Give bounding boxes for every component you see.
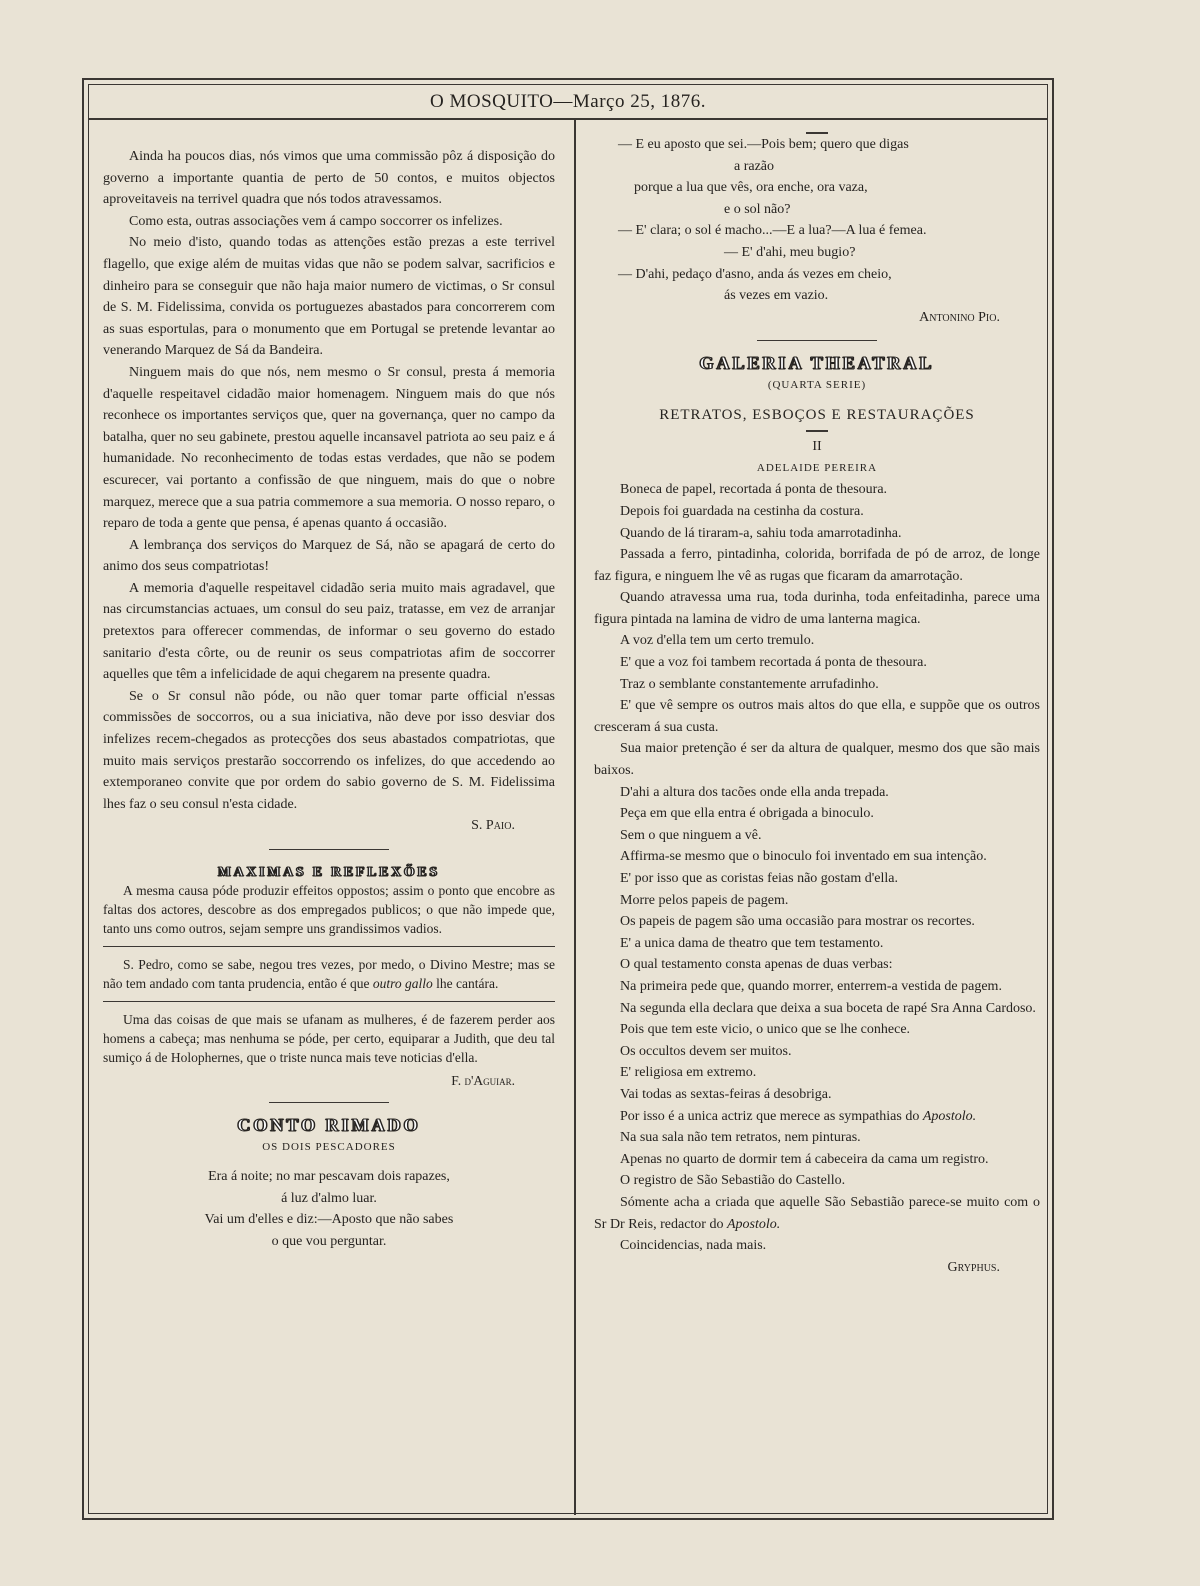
left-column xyxy=(103,146,555,1253)
paragraph: A voz d'ella tem um certo tremulo. xyxy=(620,633,815,649)
verse-line: — E eu aposto que sei.—Pois bem; quero que digas xyxy=(618,137,909,152)
paragraph: E' a unica dama de theatro que tem testamento. xyxy=(620,935,884,951)
paragraph: O qual testamento consta apenas de duas verbas: xyxy=(620,957,893,973)
paragraph: E' religiosa em extremo. xyxy=(620,1065,757,1081)
verse-line: ás vezes em vazio. xyxy=(724,288,829,304)
paragraph: Passada a ferro, pintadinha, colorida, borrifada de pó de arroz, de longe faz figura, e ninguem lhe vê as rugas que ficaram da amarrotação. xyxy=(594,547,1040,584)
emphasis: outro gallo xyxy=(372,976,433,991)
paragraph: E' que vê sempre os outros mais altos do que ella, e suppõe que os outros cresceram á sua custa. xyxy=(594,698,1040,735)
verse-line: Era á noite; no mar pescavam dois rapazes, xyxy=(208,1169,450,1185)
paragraph: Boneca de papel, recortada á ponta de thesoura. xyxy=(620,482,888,498)
paragraph: A lembrança dos serviços do Marquez de Sá, não se apagará de certo do animo dos seus compatriotas! xyxy=(103,537,555,575)
column-separator xyxy=(574,120,576,1515)
section-numeral: II xyxy=(812,439,822,455)
paragraph: O registro de São Sebastião do Castello. xyxy=(620,1173,846,1189)
right-column xyxy=(594,137,1040,1278)
paragraph: Vai todas as sextas-feiras á desobriga. xyxy=(620,1086,832,1102)
paragraph: Pois que tem este vicio, o unico que se lhe conhece. xyxy=(620,1022,911,1038)
paragraph: Sem o que ninguem a vê. xyxy=(620,827,762,843)
article-consul xyxy=(103,146,555,837)
section-subtitle: RETRATOS, ESBOÇOS E RESTAURAÇÕES xyxy=(659,406,975,423)
section-galeria xyxy=(594,353,1040,1278)
signature: Antonino Pio. xyxy=(919,309,1000,325)
paragraph xyxy=(594,1106,1040,1128)
text: lhe cantára. xyxy=(432,976,499,991)
paragraph: E' por isso que as coristas feias não gostam d'ella. xyxy=(620,871,898,886)
paragraph: Quando de lá tiraram-a, sahiu toda amarrotadinha. xyxy=(620,525,902,541)
verse-line: — D'ahi, pedaço d'asno, anda ás vezes em cheio, xyxy=(618,266,892,282)
paragraph: Apenas no quarto de dormir tem á cabeceira da cama um registro. xyxy=(620,1151,989,1167)
signature: F. d'Aguiar. xyxy=(451,1073,515,1088)
signature: Gryphus. xyxy=(947,1259,1000,1275)
verse-line: á luz d'almo luar. xyxy=(281,1190,377,1206)
emphasis: Apostolo. xyxy=(726,1216,781,1232)
section-title: GALERIA THEATRAL xyxy=(699,353,935,374)
paragraph: Uma das coisas de que mais se ufanam as mulheres, é de fazerem perder aos homens a cabeça; mas nenhuma se póde, per certo, equiparar a Judith, que deu tal sumiço á de Holophernes, que o triste nunca mais teve noticias d'ella. xyxy=(103,1012,555,1065)
section-title: CONTO RIMADO xyxy=(237,1115,421,1135)
paragraph: Na segunda ella declara que deixa a sua boceta de rapé Sra Anna Cardoso. xyxy=(620,1000,1036,1016)
paragraph: A mesma causa póde produzir effeitos oppostos; assim o ponto que encobre as faltas dos actores, descobre as dos empregados publicos; o que não impede que, tanto uns como outros, sejam sempre uns grandissimos vadios. xyxy=(103,883,555,936)
section-rule xyxy=(269,849,389,850)
verse-line: Vai um d'elles e diz:—Aposto que não sabes xyxy=(204,1212,454,1228)
paragraph xyxy=(103,955,555,993)
paragraph: D'ahi a altura dos tacões onde ella anda trepada. xyxy=(620,784,889,800)
paragraph: Morre pelos papeis de pagem. xyxy=(620,892,789,908)
verse-line: — E' d'ahi, meu bugio? xyxy=(724,244,856,260)
paragraph: Se o Sr consul não póde, ou não quer tomar parte official n'essas commissões de soccorros, ou a sua iniciativa, não deve por isso desviar dos infelizes recem-chegados as protecções dos seus abastados compatriotas, que muito mais serviços prestarão soccorrendo os infelizes, do que accedendo ao extemporaneo convite que por ordem do sabio governo de S. M. Fidelissima lhes faz o seu consul n'esta cidade. xyxy=(103,688,555,812)
paragraph: No meio d'isto, quando todas as attenções estão prezas a este terrivel flagello, que exige além de muitas vidas que não se podem salvar, sacrificios e dinheiro para se conseguir que não haja maior numero de victimas, o Sr consul de S. M. Fidelissima, convida os portuguezes abastados para concorrerem com as suas esportulas, para o monumento que em Portugal se pretende levantar ao venerando Marquez de Sá da Bandeira. xyxy=(103,235,555,359)
section-rule xyxy=(269,1102,389,1103)
paragraph: A memoria d'aquelle respeitavel cidadão seria muito mais agradavel, que nas circumstancias actuaes, um consul do seu paiz, tratasse, em vez de arranjar pretextos para offerecer commendas, de informar o seu governo do estado sanitario d'esta côrte, ou de reunir os seus compatriotas afim de soccorrer aquelles que têm a infelicidade de aqui chegarem na presente quadra. xyxy=(103,580,555,683)
paragraph: Traz o semblante constantemente arrufadinho. xyxy=(620,676,879,692)
text: S. Pedro, como se sabe, negou tres vezes, por medo, o Divino Mestre; mas se não tem andado com tanta prudencia, então é que xyxy=(103,957,555,991)
paragraph: Peça em que ella entra é obrigada a binoculo. xyxy=(620,806,874,822)
paragraph: Os occultos devem ser muitos. xyxy=(620,1043,792,1059)
text: Sómente acha a criada que aquelle São Sebastião parece-se muito com o Sr Dr Reis, redactor do xyxy=(594,1194,1040,1232)
verse-line: e o sol não? xyxy=(724,201,791,217)
paragraph: Na sua sala não tem retratos, nem pinturas. xyxy=(620,1130,861,1146)
paragraph: Depois foi guardada na cestinha da costura. xyxy=(620,503,864,519)
paragraph: Os papeis de pagem são uma occasião para mostrar os recortes. xyxy=(620,914,975,930)
emphasis: Apostolo. xyxy=(922,1108,977,1124)
verse-line: porque a lua que vês, ora enche, ora vaza, xyxy=(634,180,868,196)
paragraph: Coincidencias, nada mais. xyxy=(620,1238,767,1254)
section-conto xyxy=(103,1115,555,1253)
divider xyxy=(806,430,828,432)
verse-line: o que vou perguntar. xyxy=(271,1233,387,1249)
paragraph: Quando atravessa uma rua, toda durinha, toda enfeitadinha, parece uma figura pintada na lamina de vidro de uma lanterna magica. xyxy=(594,590,1040,627)
masthead-rule xyxy=(88,118,1048,120)
divider xyxy=(103,946,555,947)
paragraph: Ninguem mais do que nós, nem mesmo o Sr consul, presta á memoria d'aquelle respeitavel cidadão maior homenagem. Ninguem mais do que nós reconhece os importantes serviços que, quer na governança, quer no campo da batalha, quer no seu gabinete, prestou aquelle incansavel patriota ao seu paiz e á humanidade. No reconhecimento de todas estas verdades, que não se podem escurecer, vai portanto a confissão de que ninguem, mais do que o nobre marquez, merece que a sua patria commemore a sua memoria. O nosso reparo, o reparo de toda a gente que pensa, é apenas quanto á occasião. xyxy=(103,364,555,532)
paragraph: Na primeira pede que, quando morrer, enterrem-a vestida de pagem. xyxy=(620,978,1002,994)
section-maximas xyxy=(103,862,555,1090)
divider xyxy=(103,1001,555,1002)
series-label: (QUARTA SERIE) xyxy=(767,378,867,391)
paragraph: Como esta, outras associações vem á campo soccorrer os infelizes. xyxy=(129,213,503,229)
paragraph: Ainda ha poucos dias, nós vimos que uma commissão pôz á disposição do governo a importante quantia de perto de 50 contos, e muitos objectos aproveitaveis na terrivel quadra que nós todos atravessamos. xyxy=(103,149,555,208)
subject-name: ADELAIDE PEREIRA xyxy=(756,461,878,474)
paragraph xyxy=(594,1192,1040,1235)
paragraph: Sua maior pretenção é ser da altura de qualquer, mesmo dos que são mais baixos. xyxy=(594,741,1040,779)
section-rule xyxy=(757,340,877,341)
masthead: O MOSQUITO—Março 25, 1876. xyxy=(430,91,706,112)
section-title: MAXIMAS E REFLEXÕES xyxy=(217,864,441,879)
paragraph: Affirma-se mesmo que o binoculo foi inventado em sua intenção. xyxy=(620,849,987,865)
section-subtitle: OS DOIS PESCADORES xyxy=(262,1140,396,1153)
signature: S. Paio. xyxy=(471,818,515,834)
verse-continuation xyxy=(594,132,1040,328)
verse-line: — E' clara; o sol é macho...—E a lua?—A lua é femea. xyxy=(618,223,927,239)
paragraph: E' que a voz foi tambem recortada á ponta de thesoura. xyxy=(620,655,927,671)
text: Por isso é a unica actriz que merece as sympathias do xyxy=(620,1108,923,1124)
verse-line: a razão xyxy=(734,158,775,174)
